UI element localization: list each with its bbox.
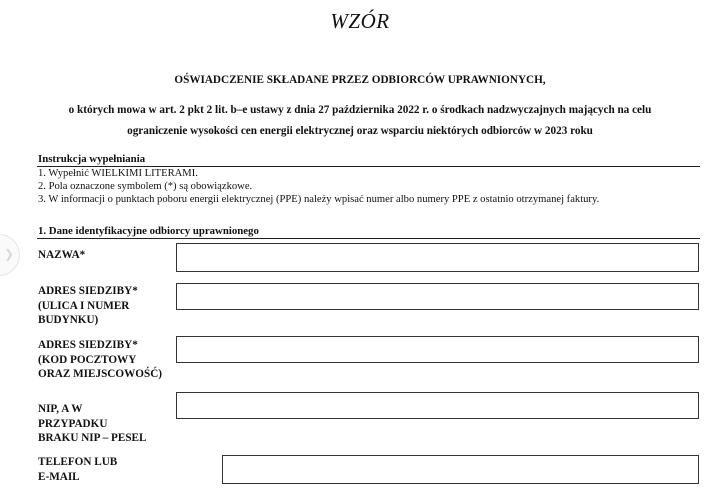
contact-label: TELEFON LUB E-MAIL — [38, 456, 118, 483]
name-field[interactable] — [176, 243, 699, 272]
instruction-item: 2. Pola oznaczone symbolem (*) są obowiązkowe. — [38, 181, 253, 192]
instruction-item: 1. Wypełnić WIELKIMI LITERAMI. — [38, 168, 198, 179]
name-label: NAZWA* — [38, 249, 86, 261]
section-title: 1. Dane identyfikacyjne odbiorcy uprawnionego — [38, 225, 259, 237]
document-title: OŚWIADCZENIE SKŁADANE PRZEZ ODBIORCÓW UPRAWNIONYCH, — [174, 74, 546, 86]
chevron-icon: ❯ — [4, 247, 15, 261]
instructions-title: Instrukcja wypełniania — [38, 153, 146, 165]
address-street-label: ADRES SIEDZIBY* (ULICA I NUMER BUDYNKU) — [38, 285, 138, 326]
section-divider — [37, 238, 700, 239]
tax-id-field[interactable] — [176, 392, 699, 419]
document-subtitle-line1: o których mowa w art. 2 pkt 2 lit. b–e ustawy z dnia 27 października 2022 r. o środkach nadzwyczajnych mających na celu — [68, 104, 652, 116]
tax-id-label: NIP, A W PRZYPADKU BRAKU NIP – PESEL — [38, 403, 147, 444]
instructions-list — [38, 167, 599, 206]
contact-field[interactable] — [222, 455, 699, 484]
side-scroll-handle[interactable] — [0, 234, 20, 276]
template-watermark-title: WZÓR — [330, 9, 390, 33]
document-subtitle-line2: ograniczenie wysokości cen energii elektrycznej oraz wsparciu niektórych odbiorców w 2023 roku — [127, 125, 593, 137]
address-postal-field[interactable] — [176, 336, 699, 363]
address-postal-label: ADRES SIEDZIBY* (KOD POCZTOWY ORAZ MIEJSCOWOŚĆ) — [38, 339, 163, 380]
instruction-item: 3. W informacji o punktach poboru energii elektrycznej (PPE) należy wpisać numer albo numery PPE z ostatnio otrzymanej faktury. — [38, 194, 600, 205]
address-street-field[interactable] — [176, 283, 699, 310]
